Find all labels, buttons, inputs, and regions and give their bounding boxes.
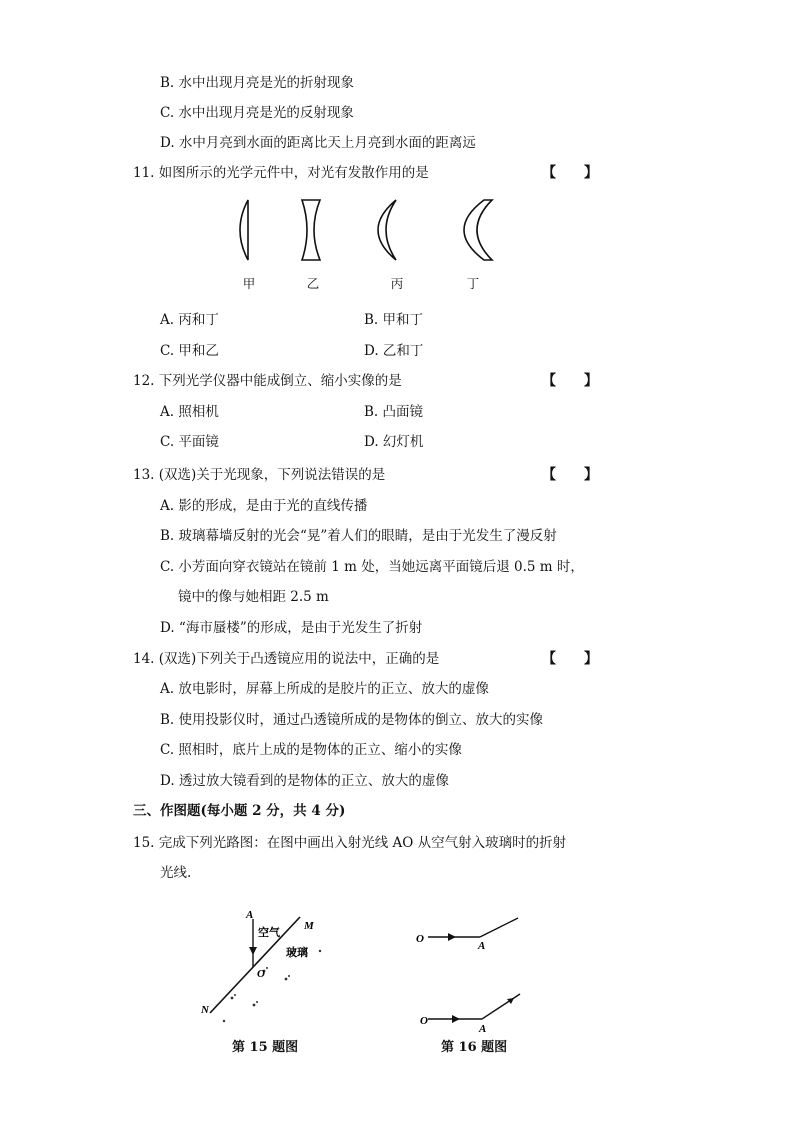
- q12-option-c: C. 平面镜: [160, 434, 219, 450]
- glass-hatch-icon: [223, 949, 321, 1022]
- q11-option-c: C. 甲和乙: [160, 343, 219, 359]
- q14-answer-bracket: 【 】: [542, 651, 598, 667]
- q12-option-b: B. 凸面镜: [364, 404, 424, 420]
- fig15-label-n: N: [201, 1004, 209, 1016]
- fig16-bottom-label-a: A: [479, 1023, 487, 1035]
- q12-option-d: D. 幻灯机: [364, 434, 424, 450]
- q11-option-a: A. 丙和丁: [160, 312, 219, 328]
- lens-label-bing: 丙: [390, 276, 404, 291]
- q14-option-c: C. 照相时，底片上成的是物体的正立、缩小的实像: [160, 742, 462, 758]
- lens-ding-icon: [464, 200, 492, 260]
- q11-option-d: D. 乙和丁: [364, 343, 424, 359]
- fig15-label-o: O: [257, 968, 265, 980]
- fig16-bottom-label-o: O: [420, 1015, 428, 1027]
- q12-option-a: A. 照相机: [160, 404, 219, 420]
- q13-option-a: A. 影的形成，是由于光的直线传播: [160, 498, 368, 514]
- q15-stem-line2: 光线.: [160, 865, 192, 881]
- fig15-label-air: 空气: [258, 926, 280, 939]
- arrow-icon: [249, 947, 257, 955]
- q15-stem-line1: 15. 完成下列光路图：在图中画出入射光线 AO 从空气射入玻璃时的折射: [133, 835, 567, 851]
- fig15-label-glass: 玻璃: [286, 946, 308, 959]
- q15-figure-caption: 第 15 题图: [232, 1040, 299, 1055]
- q14-option-a: A. 放电影时，屏幕上所成的是胶片的正立、放大的虚像: [160, 681, 489, 697]
- q11-option-b: B. 甲和丁: [364, 312, 424, 328]
- q13-answer-bracket: 【 】: [542, 467, 598, 483]
- q10-option-b: B. 水中出现月亮是光的折射现象: [160, 75, 355, 91]
- q11-lens-figure: [230, 196, 510, 266]
- fig16-top-label-a: A: [478, 940, 486, 952]
- q16-light-path-figure: [414, 912, 524, 1035]
- q10-option-c: C. 水中出现月亮是光的反射现象: [160, 105, 354, 121]
- lens-label-ding: 丁: [466, 276, 480, 291]
- bottom-refracted-ray: [482, 994, 520, 1019]
- top-refracted-ray: [480, 918, 518, 937]
- lens-label-yi: 乙: [306, 276, 320, 291]
- q13-stem: 13. (双选)关于光现象，下列说法错误的是: [133, 467, 386, 483]
- q16-figure-caption: 第 16 题图: [441, 1040, 508, 1055]
- q11-stem: 11. 如图所示的光学元件中，对光有发散作用的是: [133, 165, 429, 181]
- q12-stem: 12. 下列光学仪器中能成倒立、缩小实像的是: [133, 373, 402, 389]
- q13-option-c-line2: 镜中的像与她相距 2.5 m: [178, 589, 329, 605]
- q14-option-d: D. 透过放大镜看到的是物体的正立、放大的虚像: [160, 773, 449, 789]
- fig16-top-label-o: O: [416, 933, 424, 945]
- interface-line-mn: [210, 917, 300, 1013]
- q12-answer-bracket: 【 】: [542, 373, 598, 389]
- lens-bing-icon: [378, 200, 396, 260]
- fig15-label-a: A: [246, 909, 254, 921]
- q14-option-b: B. 使用投影仪时，通过凸透镜所成的是物体的倒立、放大的实像: [160, 712, 544, 728]
- lens-yi-icon: [302, 200, 320, 260]
- q15-refraction-figure: [196, 905, 336, 1025]
- fig15-label-m: M: [304, 920, 314, 932]
- q13-option-c-line1: C. 小芳面向穿衣镜站在镜前 1 m 处，当她远离平面镜后退 0.5 m 时，: [160, 559, 584, 575]
- arrow-icon: [448, 933, 456, 941]
- q13-option-d: D. “海市蜃楼”的形成，是由于光发生了折射: [160, 620, 423, 636]
- section-3-heading: 三、作图题(每小题 2 分，共 4 分): [133, 803, 346, 819]
- arrow-icon: [507, 998, 514, 1004]
- q11-answer-bracket: 【 】: [542, 165, 598, 181]
- lens-jia-icon: [240, 200, 248, 260]
- arrow-icon: [452, 1015, 460, 1023]
- q13-option-b: B. 玻璃幕墙反射的光会“晃”着人们的眼睛，是由于光发生了漫反射: [160, 528, 557, 544]
- q10-option-d: D. 水中月亮到水面的距离比天上月亮到水面的距离远: [160, 135, 476, 151]
- lens-label-jia: 甲: [242, 276, 256, 291]
- q14-stem: 14. (双选)下列关于凸透镜应用的说法中，正确的是: [133, 651, 440, 667]
